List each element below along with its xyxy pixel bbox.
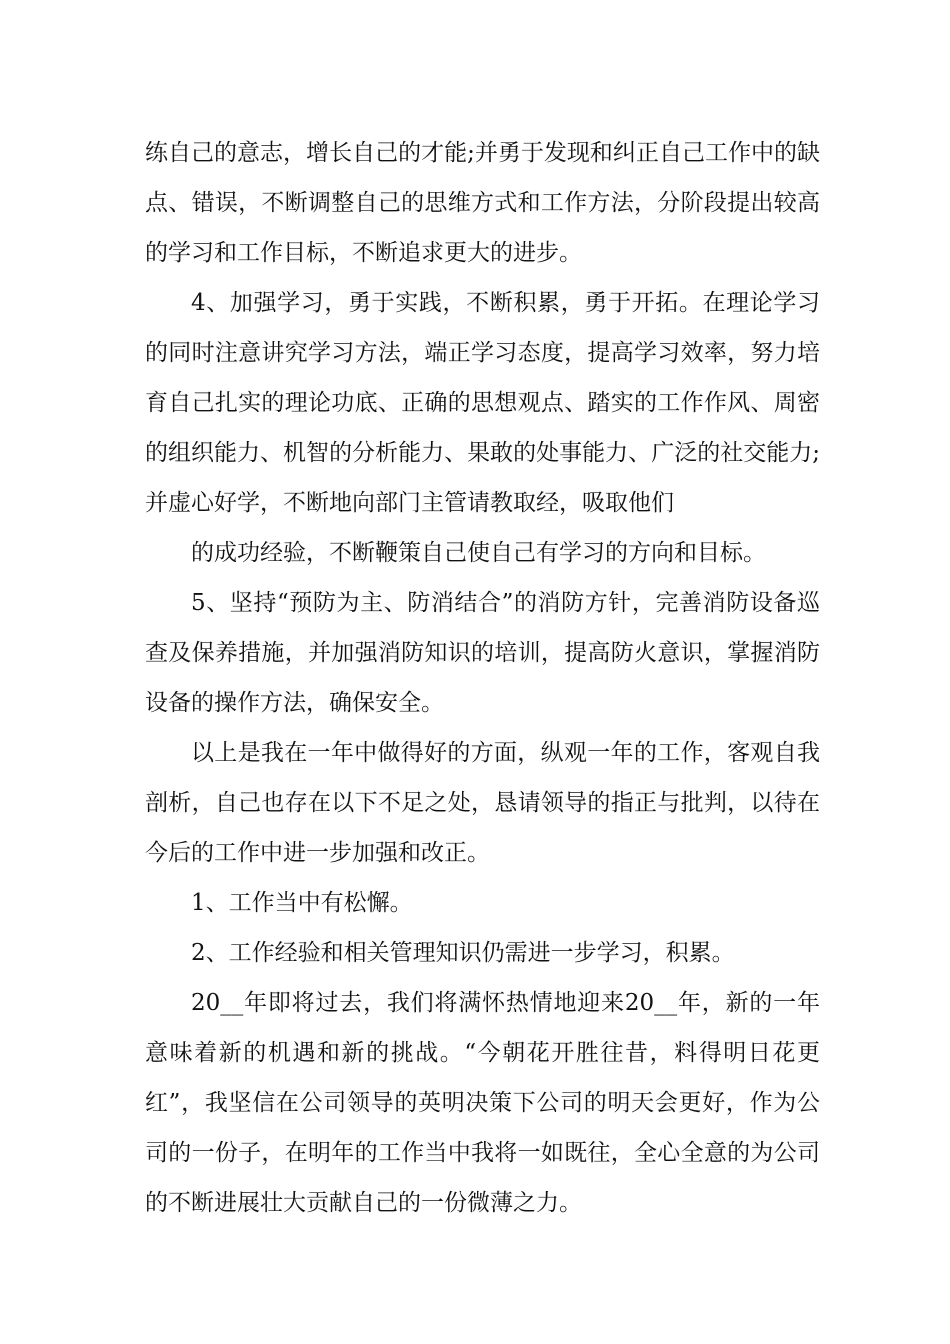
document-body <box>145 128 820 1228</box>
paragraph-8: 20__年即将过去，我们将满怀热情地迎来20__年，新的一年意味着新的机遇和新的挑战。“今朝花开胜往昔，料得明日花更红”，我坚信在公司领导的英明决策下公司的明天会更好，作为公司的一份子，在明年的工作当中我将一如既往，全心全意的为公司的不断进展壮大贡献自己的一份微薄之力。 <box>145 990 820 1216</box>
paragraph-7: 2、工作经验和相关管理知识仍需进一步学习，积累。 <box>191 940 735 966</box>
paragraph-2: 4、加强学习，勇于实践，不断积累，勇于开拓。在理论学习的同时注意讲究学习方法，端正学习态度，提高学习效率，努力培育自己扎实的理论功底、正确的思想观点、踏实的工作作风、周密的组织能力、机智的分析能力、果敢的处事能力、广泛的社交能力;并虚心好学，不断地向部门主管请教取经，吸取他们 <box>145 290 820 516</box>
paragraph-1: 练自己的意志，增长自己的才能;并勇于发现和纠正自己工作中的缺点、错误，不断调整自己的思维方式和工作方法，分阶段提出较高的学习和工作目标，不断追求更大的进步。 <box>145 140 820 266</box>
paragraph-6: 1、工作当中有松懈。 <box>191 890 413 916</box>
paragraph-5: 以上是我在一年中做得好的方面，纵观一年的工作，客观自我剖析，自己也存在以下不足之处，恳请领导的指正与批判，以待在今后的工作中进一步加强和改正。 <box>145 740 820 866</box>
paragraph-4: 5、坚持“预防为主、防消结合”的消防方针，完善消防设备巡查及保养措施，并加强消防知识的培训，提高防火意识，掌握消防设备的操作方法，确保安全。 <box>145 590 820 716</box>
paragraph-3: 的成功经验，不断鞭策自己使自己有学习的方向和目标。 <box>191 540 766 566</box>
